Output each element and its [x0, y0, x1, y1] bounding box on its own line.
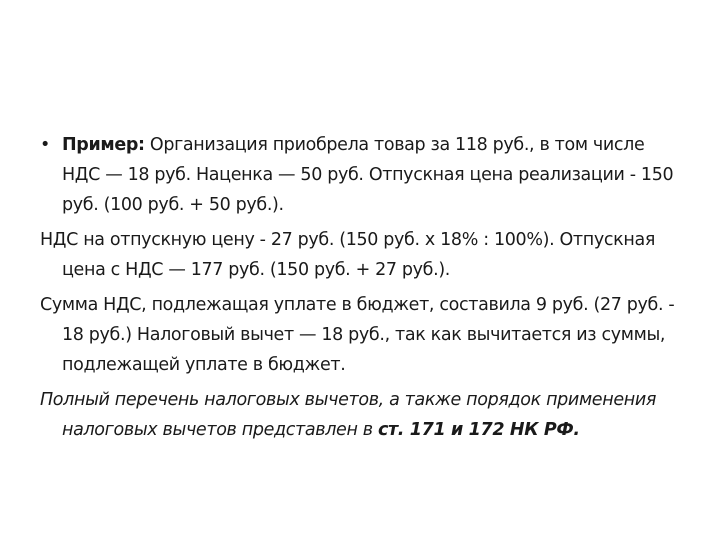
example-label: Пример: [62, 135, 145, 155]
vat-calculation-paragraph [40, 225, 676, 285]
slide-body [40, 130, 676, 450]
vat-calculation-text: НДС на отпускную цену - 27 руб. (150 руб. х 18% : 100%). Отпускная цена с НДС — 177 руб. (150 руб. + 27 руб.). [40, 230, 656, 280]
example-text: Организация приобрела товар за 118 руб., в том числе НДС — 18 руб. Наценка — 50 руб. Отпускная цена реализации - 150 руб. (100 руб. + 50 руб.). [62, 135, 674, 215]
vat-payable-text: Сумма НДС, подлежащая уплате в бюджет, составила 9 руб. (27 руб. - 18 руб.) Налоговый вычет — 18 руб., так как вычитается из суммы, подлежащей уплате в бюджет. [40, 295, 675, 375]
vat-payable-paragraph [40, 290, 676, 380]
example-paragraph [40, 130, 676, 220]
tax-code-reference: ст. 171 и 172 НК РФ. [377, 420, 580, 440]
deductions-note-paragraph [40, 385, 676, 445]
deductions-note-text: Полный перечень налоговых вычетов, а также порядок применения налоговых вычетов представлен в [40, 390, 657, 440]
bullet-icon: • [40, 135, 50, 155]
